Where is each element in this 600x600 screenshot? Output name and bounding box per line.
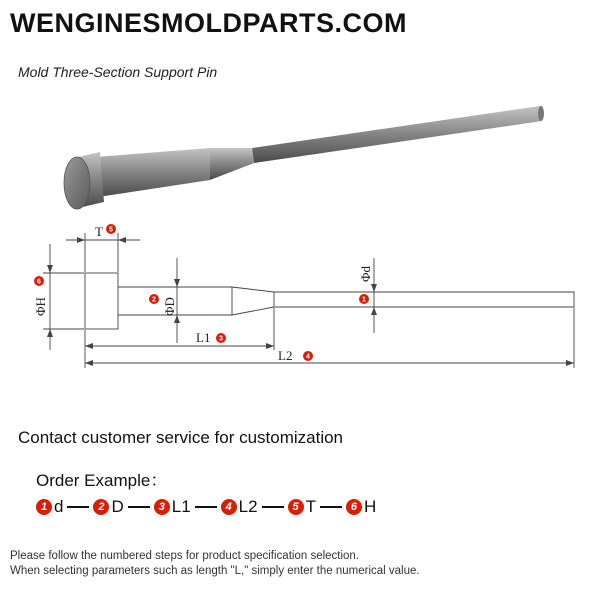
step-param: L1 xyxy=(171,497,191,516)
pin-head-face xyxy=(64,157,90,209)
brand-title: WENGINESMOLDPARTS.COM xyxy=(10,8,407,38)
step-number-badge: 4 xyxy=(221,499,237,515)
step-param: L2 xyxy=(238,497,258,516)
step-param: H xyxy=(363,497,377,516)
label-phi-H: ΦH xyxy=(33,297,48,316)
separator-dash xyxy=(262,506,284,508)
pin-taper xyxy=(208,148,254,180)
marker-L1 xyxy=(216,333,226,343)
marker-D xyxy=(149,294,159,304)
step-number-badge: 2 xyxy=(93,499,109,515)
marker-H xyxy=(34,276,44,286)
svg-text:4: 4 xyxy=(306,353,310,361)
separator-dash xyxy=(128,506,150,508)
dimension-arrows xyxy=(47,237,574,366)
pin-middle-shaft xyxy=(96,148,210,197)
instruction-note-2: When selecting parameters such as length "L," simply enter the numerical value. xyxy=(10,565,420,577)
order-sequence xyxy=(36,497,376,517)
order-step-6 xyxy=(346,497,376,517)
contact-customization-text: Contact customer service for customization xyxy=(18,428,344,447)
order-step-3 xyxy=(154,497,191,517)
step-number-badge: 5 xyxy=(288,499,304,515)
drawing-head xyxy=(85,273,118,329)
step-param: d xyxy=(54,497,64,516)
label-phi-d: Φd xyxy=(358,265,373,282)
order-step-1 xyxy=(36,497,63,517)
pin-render xyxy=(64,106,544,209)
order-step-4 xyxy=(221,497,258,517)
separator-dash xyxy=(195,506,217,508)
svg-text:1: 1 xyxy=(362,296,366,304)
label-phi-D: ΦD xyxy=(162,297,177,316)
step-number-badge: 6 xyxy=(346,499,362,515)
pin-tip xyxy=(538,106,544,121)
product-subtitle: Mold Three-Section Support Pin xyxy=(18,64,218,80)
order-step-2 xyxy=(93,497,123,517)
separator-dash xyxy=(320,506,342,508)
instruction-note-1: Please follow the numbered steps for product specification selection. xyxy=(10,550,360,562)
step-number-badge: 3 xyxy=(154,499,170,515)
step-param: D xyxy=(111,497,124,516)
order-example-label: Order Example： xyxy=(36,471,168,490)
pin-thin-shaft xyxy=(252,106,542,163)
drawing-body xyxy=(118,287,574,315)
order-step-5 xyxy=(288,497,316,517)
label-T: T xyxy=(95,224,103,239)
separator-dash xyxy=(67,506,89,508)
technical-drawing xyxy=(43,233,574,368)
label-L1: L1 xyxy=(196,330,211,345)
step-number-badge: 1 xyxy=(36,499,52,515)
svg-text:2: 2 xyxy=(152,296,156,304)
svg-text:6: 6 xyxy=(37,278,41,286)
marker-T xyxy=(106,224,116,234)
marker-L2 xyxy=(303,351,313,361)
svg-text:3: 3 xyxy=(219,335,223,343)
label-L2: L2 xyxy=(278,348,293,363)
svg-text:5: 5 xyxy=(109,226,113,234)
step-param: T xyxy=(305,497,316,516)
marker-d xyxy=(359,294,369,304)
